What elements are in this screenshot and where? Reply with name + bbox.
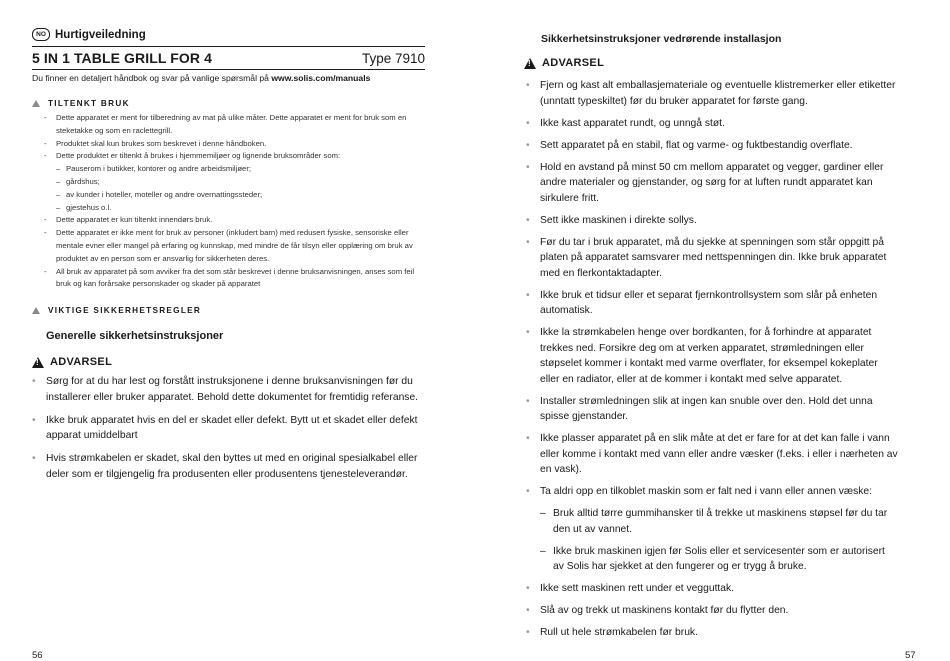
list-item: • Sørg for at du har lest og forstått instruksjonene i denne bruksanvisningen før du installerer eller bruker apparatet. Behold dette dokumentet for fremtidig referanse.: [32, 374, 424, 405]
list-item: - Dette produktet er tiltenkt å brukes i hjemmemiljøer og lignende bruksområder som:: [44, 150, 424, 163]
list-item: – gårdshus;: [44, 176, 424, 189]
page-number: 56: [32, 650, 43, 661]
list-item: • Installer strømledningen slik at ingen kan snuble over den. Hold det unna spisse gjenstander.: [526, 394, 898, 425]
general-instructions-title: Generelle sikkerhetsinstruksjoner: [46, 330, 224, 342]
list-item: • Før du tar i bruk apparatet, må du sjekke at spenningen som står oppgitt på platen på apparatet samsvarer med nettspenningen din. Ikke bruk apparatet med en flerkontaktadapter.: [526, 235, 898, 282]
warning-heading: [32, 356, 112, 368]
list-item: – av kunder i hoteller, moteller og andre overnattingssteder;: [44, 189, 424, 202]
manual-reference-text: Du finner en detaljert håndbok og svar på vanlige spørsmål på: [32, 73, 272, 83]
installation-warning-list: [526, 78, 898, 647]
list-item: • Hvis strømkabelen er skadet, skal den byttes ut med en original spesialkabel eller deler som er tilgjengelig fra produsenten eller produsentens tjenesteleverandør.: [32, 451, 424, 482]
list-item: • Sett ikke maskinen i direkte sollys.: [526, 213, 898, 229]
list-item: – Bruk alltid tørre gummihansker til å trekke ut maskinens støpsel før du tar den ut av vannet.: [526, 506, 898, 537]
list-item: - Dette apparatet er kun tiltenkt innendørs bruk.: [44, 214, 424, 227]
warning-heading: [524, 57, 604, 69]
list-item: • Ikke bruk apparatet hvis en del er skadet eller defekt. Bytt ut et skadet eller defekt apparat umiddelbart: [32, 413, 424, 444]
intended-use-list: [44, 112, 424, 291]
list-item: • Ta aldri opp en tilkoblet maskin som er falt ned i vann eller annen væske:: [526, 484, 898, 500]
safety-rules-heading: [32, 306, 201, 315]
guide-label: Hurtigveiledning: [55, 28, 146, 41]
warning-icon: [32, 357, 44, 368]
list-item: • Ikke sett maskinen rett under et vegguttak.: [526, 581, 898, 597]
triangle-icon: [32, 307, 40, 314]
list-item: • Ikke plasser apparatet på en slik måte at det er fare for at det kan falle i vann eller komme i kontakt med vann eller andre væsker (f.eks. i eller i nærheten av en vask).: [526, 431, 898, 478]
product-type: Type 7910: [361, 50, 425, 66]
list-item: - Dette apparatet er ikke ment for bruk av personer (inkludert barn) med redusert fysiske, sensoriske eller mentale evner eller mangel på erfaring og kunnskap, med mindre de får tilsyn eller opplæring om bruk av produktet av en person som er ansvarlig for sikkerheten deres.: [44, 227, 424, 265]
left-page: [0, 0, 475, 660]
product-title-bar: [32, 46, 425, 70]
list-item: • Rull ut hele strømkabelen før bruk.: [526, 625, 898, 641]
list-item: – Ikke bruk maskinen igjen før Solis eller et servicesenter som er autorisert av Solis har sjekket at den fungerer og er trygg å bruke.: [526, 544, 898, 575]
page-number: 57: [905, 650, 916, 661]
intended-use-heading: [32, 99, 130, 108]
list-item: • Ikke kast apparatet rundt, og unngå støt.: [526, 116, 898, 132]
list-item: • Slå av og trekk ut maskinens kontakt før du flytter den.: [526, 603, 898, 619]
guide-header: [32, 28, 146, 41]
general-warning-list: [32, 374, 424, 490]
manual-url-link[interactable]: www.solis.com/manuals: [271, 73, 371, 83]
list-item: • Ikke la strømkabelen henge over bordkanten, for å forhindre at apparatet trekkes ned. Forsikre deg om at verken apparatet, strømledningen eller støpselet kommer i kontakt med varme overflater, for eksempel kokeplater eller en radiator, eller at de kommer i kontakt med selve apparatet.: [526, 325, 898, 387]
list-item: - Produktet skal kun brukes som beskrevet i denne håndboken.: [44, 138, 424, 151]
warning-label: ADVARSEL: [542, 57, 605, 69]
list-item: • Sett apparatet på en stabil, flat og varme- og fuktbestandig overflate.: [526, 138, 898, 154]
list-item: – gjestehus o.l.: [44, 202, 424, 215]
safety-rules-heading-text: VIKTIGE SIKKERHETSREGLER: [48, 306, 202, 315]
manual-reference: [32, 73, 370, 83]
warning-icon: [524, 58, 536, 69]
list-item: – Pauserom i butikker, kontorer og andre arbeidsmiljøer;: [44, 163, 424, 176]
list-item: • Hold en avstand på minst 50 cm mellom apparatet og vegger, gardiner eller andre materialer og gjenstander, og sørg for at luften rundt apparatet kan sirkulere fritt.: [526, 160, 898, 207]
list-item: - All bruk av apparatet på som avviker fra det som står beskrevet i denne bruksanvisningen, anses som feil bruk og kan forårsake personskader og skader på apparatet: [44, 266, 424, 292]
language-badge: NO: [32, 28, 50, 41]
right-page: [475, 0, 950, 660]
installation-title: Sikkerhetsinstruksjoner vedrørende installasjon: [541, 33, 782, 45]
triangle-icon: [32, 100, 40, 107]
intended-use-heading-text: TILTENKT BRUK: [48, 99, 130, 108]
list-item: • Fjern og kast alt emballasjemateriale og eventuelle klistremerker eller etiketter (unntatt typeskiltet) før du bruker apparatet for første gang.: [526, 78, 898, 109]
warning-label: ADVARSEL: [50, 356, 113, 368]
product-title: 5 IN 1 TABLE GRILL FOR 4: [32, 50, 213, 66]
list-item: - Dette apparatet er ment for tilberedning av mat på ulike måter. Dette apparatet er ment for bruk som en steketakke og som en raclettegrill.: [44, 112, 424, 138]
list-item: • Ikke bruk et tidsur eller et separat fjernkontrollsystem som slår på enheten automatisk.: [526, 288, 898, 319]
